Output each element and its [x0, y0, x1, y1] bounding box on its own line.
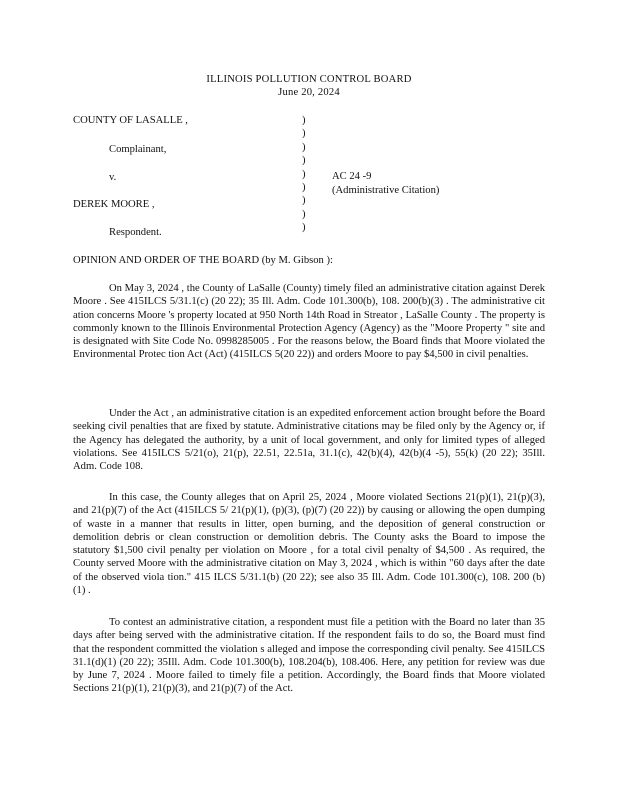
paragraph-text: To contest an administrative citation, a respondent must file a petition with the Board no later than 35 days after being served with the administrative citation. If the respondent fails to do so, the Board must find that the respondent committed the violation s alleged and impose the corresponding civil penalty. See 415ILCS 31.1(d)(1) (20 22); 35Ill. Adm. Code 101.300(b), 108.204(b), 108.406. Here, any petition for review was due by June 7, 2024 . Moore failed to timely file a petition. Accordingly, the Board finds that Moore violated Sections 21(p)(1), 21(p)(3), and 21(p)(7) of the Act.: [73, 617, 545, 695]
complainant-label: Complainant,: [109, 144, 167, 155]
paragraph-4: [73, 616, 545, 696]
paragraph-text: On May 3, 2024 , the County of LaSalle (County) timely filed an administrative citation against Derek Moore . See 415ILCS 5/31.1(c) (20 22); 35 Ill. Adm. Code 101.300(b), 108. 200(b)(3) . The administrative cit ation concerns Moore 's property located at 950 North 14th Road in Streator , LaSalle County . The property is commonly known to the Illinois Environmental Protection Agency (Agency) as the "Moore Property " site and is designated with Site Code No. 0998285005 . For the reasons below, the Board finds that Moore violated the Environmental Protec tion Act (Act) (415ILCS 5(20 22)) and orders Moore to pay $4,500 in civil penalties.: [73, 283, 545, 361]
paragraph-text: In this case, the County alleges that on April 25, 2024 , Moore violated Sections 21(p)(1), 21(p)(3), and 21(p)(7) of the Act (415ILCS 5/ 21(p)(1), (p)(3), (p)(7) (20 22)) by causing or allowing the open dumping of waste in a manner that results in litter, open burning, and the deposition of general construction or demolition debris or clean construction or demolition debris. The County asks the Board to impose the statutory $1,500 civil penalty per violation on Moore , for a total civil penalty of $4,500 . As required, the County served Moore with the administrative citation on May 3, 2024 , which is within "60 days after the date of the observed viola tion." 415 ILCS 5/31.1(b) (20 22); see also 35 Ill. Adm. Code 101.300(c), 108. 200 (b) (1) .: [73, 492, 545, 597]
paren: ): [302, 155, 306, 167]
paragraph-text: Under the Act , an administrative citation is an expedited enforcement action brought before the Board seeking civil penalties that are fixed by statute. Administrative citations may be filed only by the Agency or, if the Agency has delegated the authority, by a unit of local government, and only for limited types of alleged violations. See 415ILCS 5/21(o), 21(p), 22.51, 22.51a, 31.1(c), 42(b)(4), 42(b)(4 -5), 55(k) (20 22); 35Ill. Adm. Code 108.: [73, 408, 545, 473]
opinion-date: June 20, 2024: [278, 87, 340, 98]
paren: ): [302, 128, 306, 140]
paragraph-3: [73, 491, 545, 597]
paragraph-2: [73, 407, 545, 473]
complainant-name: COUNTY OF LASALLE ,: [73, 115, 188, 126]
paren: ): [302, 168, 306, 180]
case-number: AC 24 -9: [332, 171, 372, 182]
respondent-name: DEREK MOORE ,: [73, 199, 155, 210]
board-title: ILLINOIS POLLUTION CONTROL BOARD: [206, 74, 412, 85]
paren: ): [302, 141, 306, 153]
paren: ): [302, 182, 306, 194]
versus-label: v.: [109, 172, 117, 183]
paren: ): [302, 208, 306, 220]
opinion-heading: OPINION AND ORDER OF THE BOARD (by M. Gibson ):: [73, 255, 333, 266]
paren: ): [302, 222, 306, 234]
paragraph-1: [73, 282, 545, 362]
paren: ): [302, 195, 306, 207]
paren: ): [302, 115, 306, 126]
respondent-label: Respondent.: [109, 227, 162, 238]
caption-parens: [302, 114, 314, 235]
case-type: (Administrative Citation): [332, 185, 440, 196]
